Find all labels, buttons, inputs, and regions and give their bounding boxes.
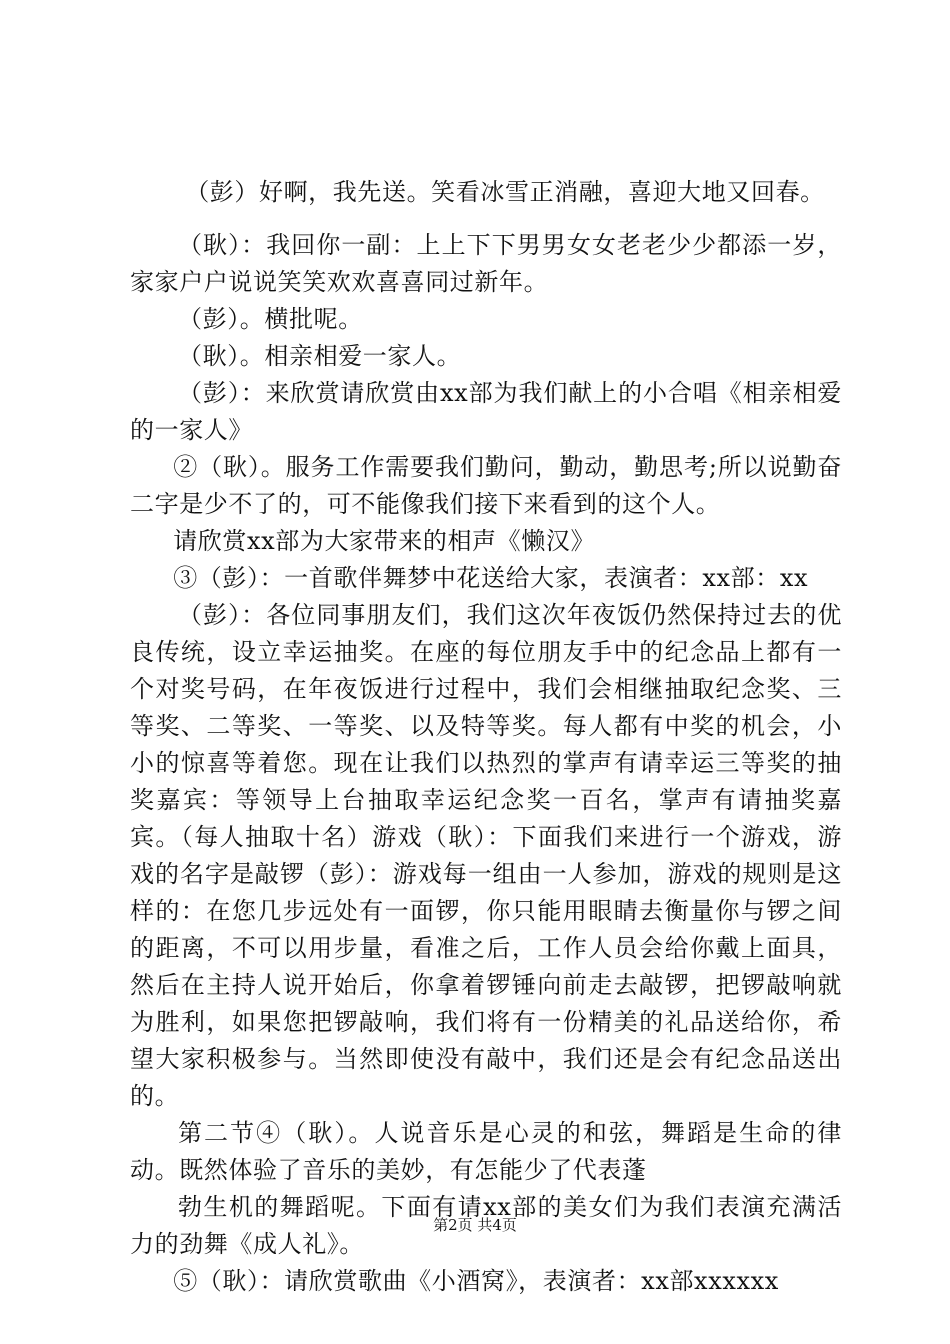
page-number-footer: 第2页 共4页: [433, 1216, 517, 1234]
program-item-5: ⑤（耿）：请欣赏歌曲《小酒窝》，表演者：xx部xxxxxx: [173, 1267, 779, 1295]
dialogue-paragraph-5: （彭）：来欣赏请欣赏由xx部为我们献上的小合唱《相亲相爱的一家人》: [130, 379, 842, 444]
dialogue-paragraph-3: （彭）。横批呢。: [178, 305, 363, 333]
lottery-and-game-paragraph: （彭）：各位同事朋友们，我们这次年夜饭仍然保持过去的优良传统，设立幸运抽奖。在座的每位朋友手中的纪念品上都有一个对奖号码，在年夜饭进行过程中，我们会相继抽取纪念奖、三等奖、二等奖、一等奖、以及特等奖。每人都有中奖的机会，小小的惊喜等着您。现在让我们以热烈的掌声有请幸运三等奖的抽奖嘉宾：等领导上台抽取幸运纪念奖一百名，掌声有请抽奖嘉宾。（每人抽取十名）游戏（耿）：下面我们来进行一个游戏，游戏的名字是敲锣（彭）：游戏每一组由一人参加，游戏的规则是这样的：在您几步远处有一面锣，你只能用眼睛去衡量你与锣之间的距离，不可以用步量，看准之后，工作人员会给你戴上面具，然后在主持人说开始后，你拿着锣锤向前走去敲锣，把锣敲响就为胜利，如果您把锣敲响，我们将有一份精美的礼品送给你，希望大家积极参与。当然即使没有敲中，我们还是会有纪念品送出的。: [130, 601, 842, 1110]
program-item-2: ②（耿）。服务工作需要我们勤问，勤动，勤思考;所以说勤奋二字是少不了的，可不能像我们接下来看到的这个人。: [130, 453, 842, 518]
section-two-intro: 第二节④（耿）。人说音乐是心灵的和弦，舞蹈是生命的律动。既然体验了音乐的美妙，有怎能少了代表蓬: [130, 1119, 842, 1184]
crosstalk-intro: 请欣赏xx部为大家带来的相声《懒汉》: [173, 527, 596, 555]
document-body: [130, 174, 842, 1300]
dialogue-paragraph-4: （耿）。相亲相爱一家人。: [178, 342, 462, 370]
paragraph-spacer: [130, 211, 842, 227]
program-item-3: ③（彭）：一首歌伴舞梦中花送给大家，表演者：xx部：xx: [173, 564, 809, 592]
dialogue-paragraph-2: （耿）：我回你一副：上上下下男男女女老老少少都添一岁，家家户户说说笑笑欢欢喜喜同过新年。: [130, 231, 842, 296]
dance-intro: 勃生机的舞蹈呢。下面有请xx部的美女们为我们表演充满活力的劲舞《成人礼》。: [130, 1193, 842, 1258]
dialogue-paragraph-1: （彭）好啊，我先送。笑看冰雪正消融，喜迎大地又回春。: [185, 178, 825, 206]
